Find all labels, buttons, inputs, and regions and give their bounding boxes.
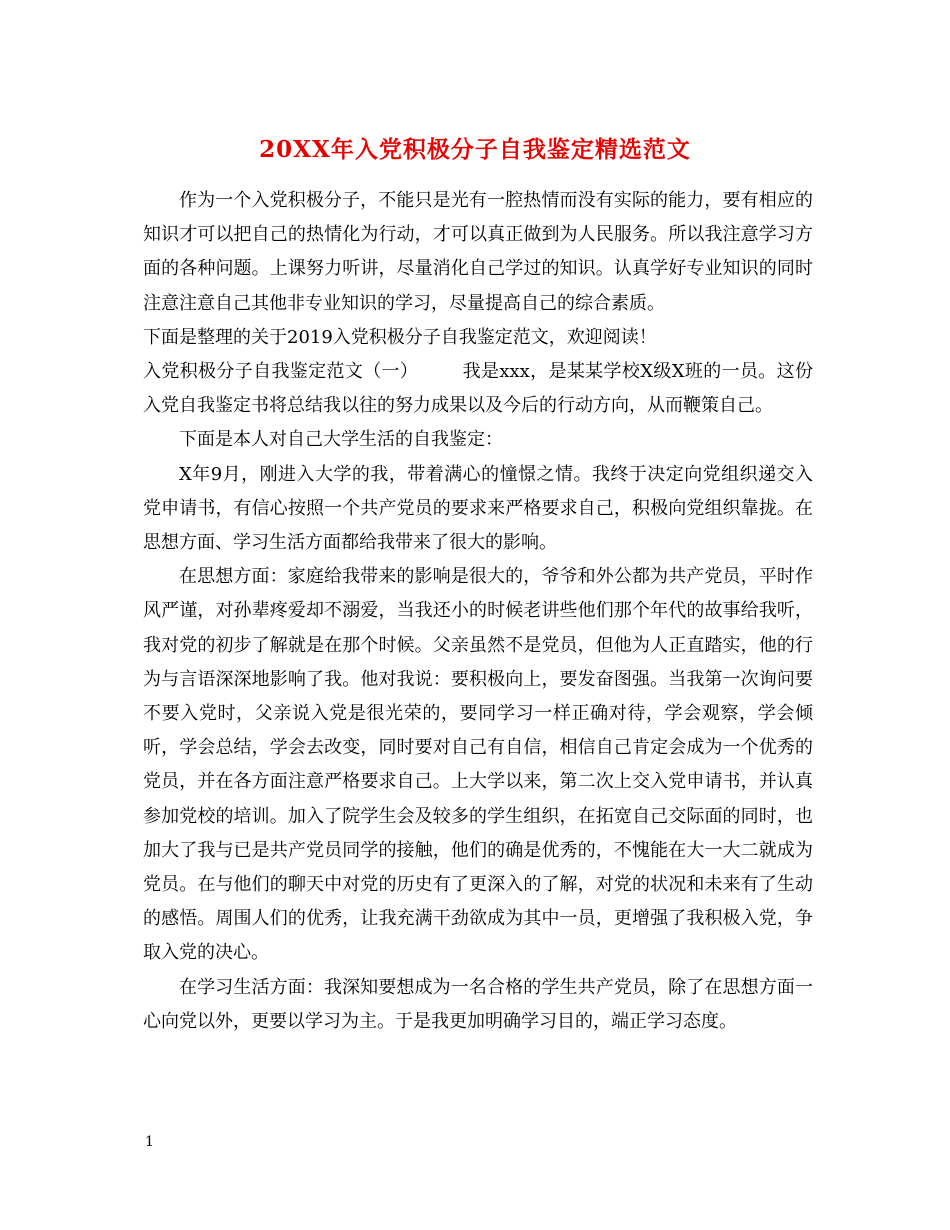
paragraph-study-life: 在学习生活方面：我深知要想成为一名合格的学生共产党员，除了在思想方面一心向党以外，更要以学习为主。于是我更加明确学习目的，端正学习态度。 [143,976,813,1032]
paragraph-intro: 作为一个入党积极分子，不能只是光有一腔热情而没有实际的能力，要有相应的知识才可以把自己的热情化为行动，才可以真正做到为人民服务。所以我注意学习方面的各种问题。上课努力听讲，尽量消化自己学过的知识。认真学好专业知识的同时注意注意自己其他非专业知识的学习，尽量提高自己的综合素质。 [143,190,813,314]
paragraph-section-one [143,355,813,423]
page-number: 1 [145,1134,154,1150]
paragraph-self-appraisal: 下面是本人对自己大学生活的自我鉴定： [179,429,503,451]
section-heading: 入党积极分子自我鉴定范文（一） [143,361,419,383]
paragraph-reading-note: 下面是整理的关于2019入党积极分子自我鉴定范文，欢迎阅读！ [143,326,657,348]
document-title: 20XX年入党积极分子自我鉴定精选范文 [259,136,691,163]
paragraph-september: X年9月，刚进入大学的我，带着满心的憧憬之情。我终于决定向党组织递交入党申请书，有信心按照一个共产党员的要求来严格要求自己，积极向党组织靠拢。在思想方面、学习生活方面都给我带来了很大的影响。 [143,463,813,554]
document-body [143,184,813,1039]
section-intro: 我是xxx，是某某学校X级X班的一员。这份入党自我鉴定书将总结我以往的努力成果以及今后的行动方向，从而鞭策自己。 [143,361,814,417]
paragraph-thought: 在思想方面：家庭给我带来的影响是很大的，爷爷和外公都为共产党员，平时作风严谨，对孙辈疼爱却不溺爱，当我还小的时候老讲些他们那个年代的故事给我听，我对党的初步了解就是在那个时候。父亲虽然不是党员，但他为人正直踏实，他的行为与言语深深地影响了我。他对我说：要积极向上，要发奋图强。当我第一次询问要不要入党时，父亲说入党是很光荣的，要同学习一样正确对待，学会观察，学会倾听，学会总结，学会去改变，同时要对自己有自信，相信自己肯定会成为一个优秀的党员，并在各方面注意严格要求自己。上大学以来，第二次上交入党申请书，并认真参加党校的培训。加入了院学生会及较多的学生组织，在拓宽自己交际面的同时，也加大了我与已是共产党员同学的接触，他们的确是优秀的，不愧能在大一大二就成为党员。在与他们的聊天中对党的历史有了更深入的了解，对党的状况和未来有了生动的感悟。周围人们的优秀，让我充满干劲欲成为其中一员，更增强了我积极入党，争取入党的决心。 [143,566,813,964]
